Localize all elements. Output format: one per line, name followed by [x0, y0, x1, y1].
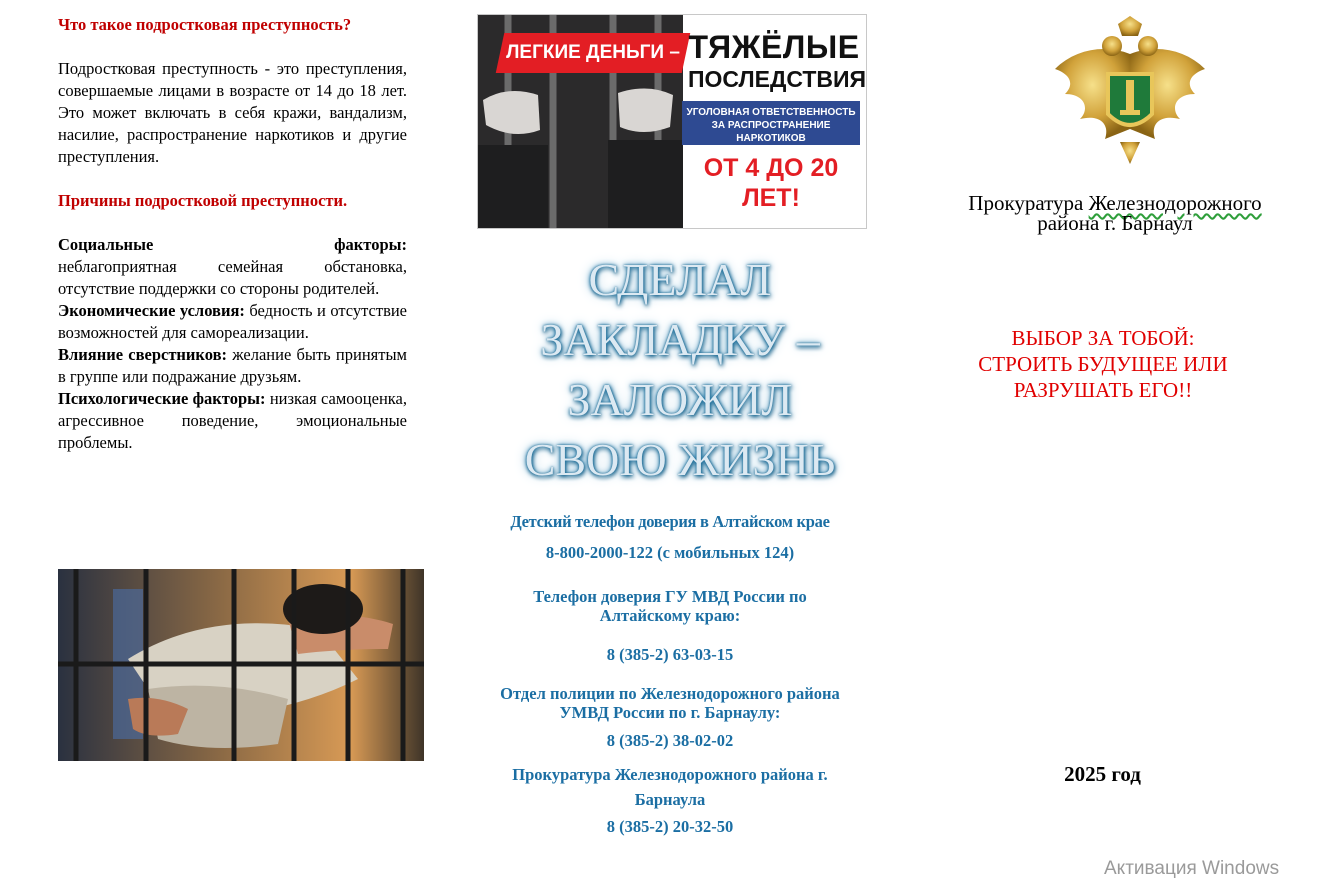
factor-social-title: Социальные факторы: [58, 235, 407, 254]
year-label: 2025 год [1064, 762, 1141, 786]
mvd-helpline-phone: 8 (385-2) 63-03-15 [606, 645, 734, 664]
banner-liability-box: УГОЛОВНАЯ ОТВЕТСТВЕННОСТЬ ЗА РАСПРОСТРАНЕНИЕ НАРКОТИКОВ [682, 101, 860, 145]
slogan-line: ЗАЛОЖИЛ [567, 374, 793, 425]
organization-name: Прокуратура Железнодорожного района г. Барнаул [968, 191, 1262, 235]
prosecutor-phone: 8 (385-2) 20-32-50 [606, 817, 734, 836]
banner-easy-money [477, 14, 867, 229]
prosecutor-title: Прокуратура Железнодорожного района г. Барнаула [512, 765, 828, 809]
factor-psych-title: Психологические факторы: [58, 389, 266, 408]
factor-peers-title: Влияние сверстников: [58, 345, 227, 364]
banner-red-tag: ЛЕГКИЕ ДЕНЬГИ – [496, 33, 691, 73]
child-helpline-title: Детский телефон доверия в Алтайском крае [510, 512, 830, 531]
prosecutor-emblem-icon [1050, 14, 1210, 174]
slogan-line: ЗАКЛАДКУ – [540, 314, 820, 365]
choice-slogan: ВЫБОР ЗА ТОБОЙ: СТРОИТЬ БУДУЩЕЕ ИЛИ РАЗРУШАТЬ ЕГО!! [978, 326, 1228, 402]
factor-social [58, 234, 407, 300]
factor-peers [58, 344, 407, 388]
slogan-line: СВОЮ ЖИЗНЬ [524, 434, 836, 485]
police-title: Отдел полиции по Железнодорожного района УМВД России по г. Барнаулу: [500, 684, 840, 722]
factor-economic [58, 300, 407, 344]
factor-economic-title: Экономические условия: [58, 301, 245, 320]
police-phone: 8 (385-2) 38-02-02 [606, 731, 734, 750]
left-column [58, 14, 407, 454]
child-helpline-phone: 8-800-2000-122 (с мобильных 124) [545, 543, 795, 562]
banner-heavy-text: ТЯЖЁЛЫЕ ПОСЛЕДСТВИЯ [688, 29, 867, 92]
factor-social-text: неблагоприятная семейная обстановка, отсутствие поддержки со стороны родителей. [58, 257, 407, 298]
slogan-line: СДЕЛАЛ [588, 254, 772, 305]
windows-activation-watermark: Активация Windows [1104, 858, 1280, 879]
heading-what-is: Что такое подростковая преступность? [58, 15, 352, 34]
bars-hands-photo [58, 569, 424, 761]
factor-peers-text: желание быть принятым в группе или подражание друзьям. [58, 345, 408, 386]
mvd-helpline-title: Телефон доверия ГУ МВД России по Алтайскому краю: [533, 587, 807, 625]
slogan [505, 250, 855, 490]
heading-causes: Причины подростковой преступности. [58, 191, 348, 210]
banner-years: ОТ 4 ДО 20 ЛЕТ! [703, 154, 839, 212]
factor-economic-text: бедность и отсутствие возможностей для самореализации. [58, 301, 408, 342]
factor-psych-text: низкая самооценка, агрессивное поведение, эмоциональные проблемы. [58, 389, 407, 452]
factor-psych [58, 388, 407, 454]
definition-paragraph: Подростковая преступность - это преступления, совершаемые лицами в возрасте от 14 до 18 лет. Это может включать в себя кражи, вандализм, насилие, распространение наркотиков и другие преступления. [58, 59, 407, 166]
bars-hands-illustration [58, 569, 424, 761]
